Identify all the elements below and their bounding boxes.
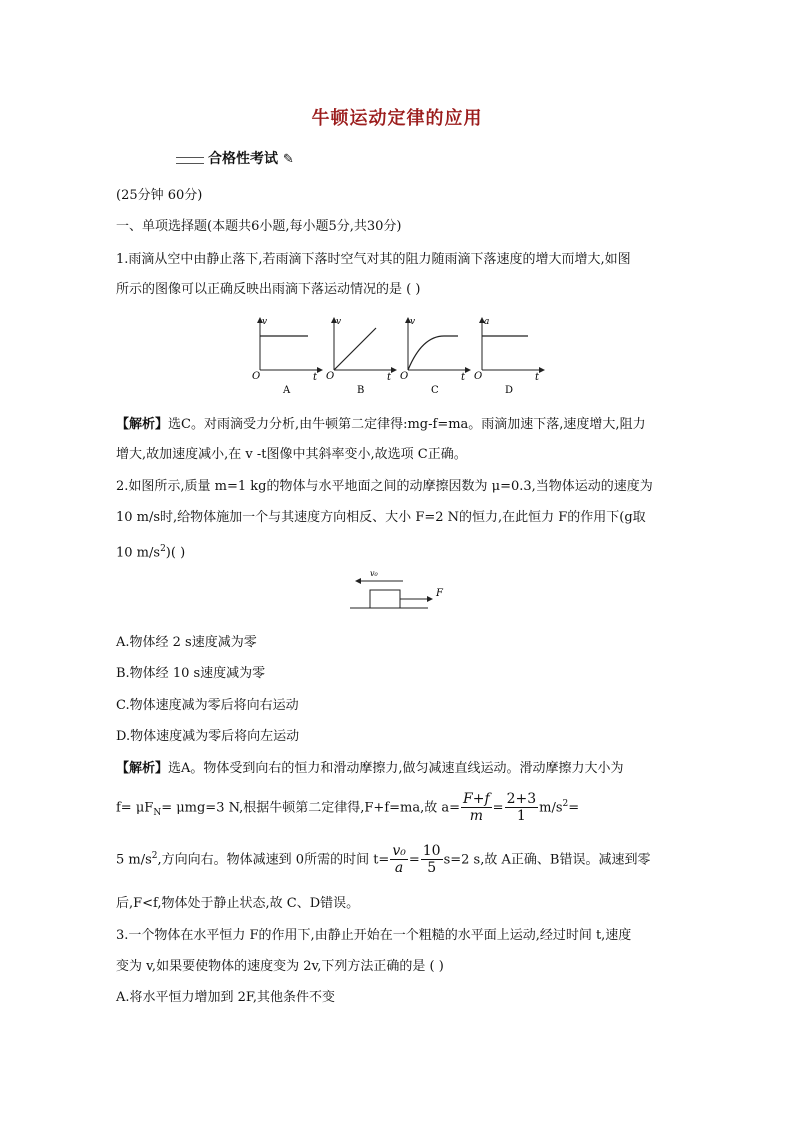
section-title — [208, 148, 294, 168]
block — [370, 590, 400, 608]
graph-d — [474, 317, 544, 396]
q2-analysis-line2 — [116, 786, 579, 831]
section-label: 合格性考试 — [208, 151, 278, 167]
q3-option-a: A.将水平恒力增加到 2F,其他条件不变 — [116, 990, 336, 1005]
frac4-den: 5 — [421, 859, 443, 876]
graph-b-origin: O — [326, 371, 335, 382]
graph-b-label: B — [357, 385, 365, 396]
q2-a2-a: f= μF — [116, 800, 154, 816]
graph-c-curve — [408, 336, 458, 370]
q2-a2-sub: N — [153, 807, 162, 818]
q2-line3 — [116, 540, 185, 562]
q2-analysis-line4: 后,F<f,物体处于静止状态,故 C、D错误。 — [116, 896, 360, 911]
eq1: = — [492, 800, 504, 816]
q1-analysis-tag: 【解析】 — [116, 417, 169, 432]
q1-graphs — [250, 312, 550, 398]
q2-line3-sup: 2 — [160, 544, 166, 554]
q2-analysis-text1: 选A。物体受到向右的恒力和滑动摩擦力,做匀减速直线运动。滑动摩擦力大小为 — [168, 761, 624, 776]
q2-option-d: D.物体速度减为零后将向左运动 — [116, 729, 300, 744]
q2-option-b: B.物体经 10 s速度减为零 — [116, 666, 266, 681]
frac1-den: m — [461, 807, 492, 824]
q3-line2: 变为 v,如果要使物体的速度变为 2v,下列方法正确的是 ( ) — [116, 959, 444, 974]
q2-a2-b: = μmg=3 N,根据牛顿第二定律得,F+f=ma,故 a= — [161, 800, 461, 816]
q1-line1: 1.雨滴从空中由静止落下,若雨滴下落时空气对其的阻力随雨滴下落速度的增大而增大,如图 — [116, 252, 631, 267]
frac4-num: 10 — [422, 843, 441, 860]
graph-c-yaxis: v — [410, 317, 416, 327]
time-score: (25分钟 60分) — [116, 188, 203, 203]
q2-line3-post: )( ) — [165, 545, 186, 561]
q1-analysis-line1 — [116, 416, 646, 434]
graph-a — [252, 317, 322, 396]
graph-c — [400, 317, 470, 396]
graph-d-label: D — [505, 385, 514, 396]
graph-d-origin: O — [474, 371, 483, 382]
force-label: F — [436, 588, 443, 599]
frac1-num: F+f — [463, 791, 490, 808]
q2-analysis-line1 — [116, 760, 624, 778]
part1-heading: 一、单项选择题(本题共6小题,每小题5分,共30分) — [116, 219, 402, 234]
q2-analysis-line3 — [116, 838, 650, 878]
q2-option-c: C.物体速度减为零后将向右运动 — [116, 698, 299, 713]
page-title: 牛顿运动定律的应用 — [311, 108, 483, 129]
q2-figure — [348, 565, 458, 615]
v0-label: v₀ — [370, 569, 378, 578]
graph-a-yaxis: v — [262, 317, 268, 327]
q1-analysis-text1: 选C。对雨滴受力分析,由牛顿第二定律得:mg-f=ma。雨滴加速下落,速度增大,阻力 — [168, 417, 646, 432]
graph-b — [326, 317, 396, 396]
frac3-den: a — [390, 859, 408, 876]
unit1-post: = — [568, 800, 580, 816]
graph-c-label: C — [431, 385, 439, 396]
pencil-icon: ✎ — [282, 152, 294, 167]
eq2: = — [408, 852, 420, 868]
graph-d-yaxis: a — [484, 317, 490, 327]
graph-c-xaxis: t — [461, 372, 466, 383]
q2-option-a: A.物体经 2 s速度减为零 — [116, 635, 257, 650]
graph-b-xaxis: t — [387, 372, 392, 383]
graph-a-xaxis: t — [313, 372, 318, 383]
unit1: m/s — [539, 800, 563, 816]
q2-a3-c: s=2 s,故 A正确、B错误。减速到零 — [443, 852, 651, 868]
graph-b-curve — [334, 328, 376, 370]
graph-a-label: A — [283, 385, 291, 396]
fraction-v0-over-a — [390, 843, 408, 876]
q2-a3-a: 5 m/s — [116, 852, 152, 868]
frac2-num: 2+3 — [506, 791, 537, 808]
q3-line1: 3.一个物体在水平恒力 F的作用下,由静止开始在一个粗糙的水平面上运动,经过时间 t,速度 — [116, 928, 632, 943]
q2-line3-pre: 10 m/s — [116, 545, 161, 561]
q1-analysis-line2: 增大,故加速度减小,在 v -t图像中其斜率变小,故选项 C正确。 — [116, 447, 467, 462]
q2-a3-sup: 2 — [151, 851, 158, 861]
fraction-f-plus-f-over-m — [461, 791, 492, 824]
graph-b-yaxis: v — [336, 317, 342, 327]
q2-a3-b: ,方向向右。物体减速到 0所需的时间 t= — [157, 852, 390, 868]
frac3-num: v₀ — [392, 843, 406, 860]
q2-line1: 2.如图所示,质量 m=1 kg的物体与水平地面之间的动摩擦因数为 μ=0.3,当物体运动的速度为 — [116, 479, 653, 494]
graph-d-xaxis: t — [535, 372, 540, 383]
graph-a-origin: O — [252, 371, 261, 382]
graph-c-origin: O — [400, 371, 409, 382]
unit1-sup: 2 — [562, 799, 569, 809]
fraction-2-plus-3-over-1 — [505, 791, 539, 824]
q2-analysis-tag: 【解析】 — [116, 761, 169, 776]
q1-line2: 所示的图像可以正确反映出雨滴下落运动情况的是 ( ) — [116, 282, 421, 297]
section-decoration — [176, 157, 204, 164]
q2-line2: 10 m/s时,给物体施加一个与其速度方向相反、大小 F=2 N的恒力,在此恒力 F的作用下(g取 — [116, 510, 646, 525]
frac2-den: 1 — [505, 807, 539, 824]
fraction-10-over-5 — [421, 843, 443, 876]
